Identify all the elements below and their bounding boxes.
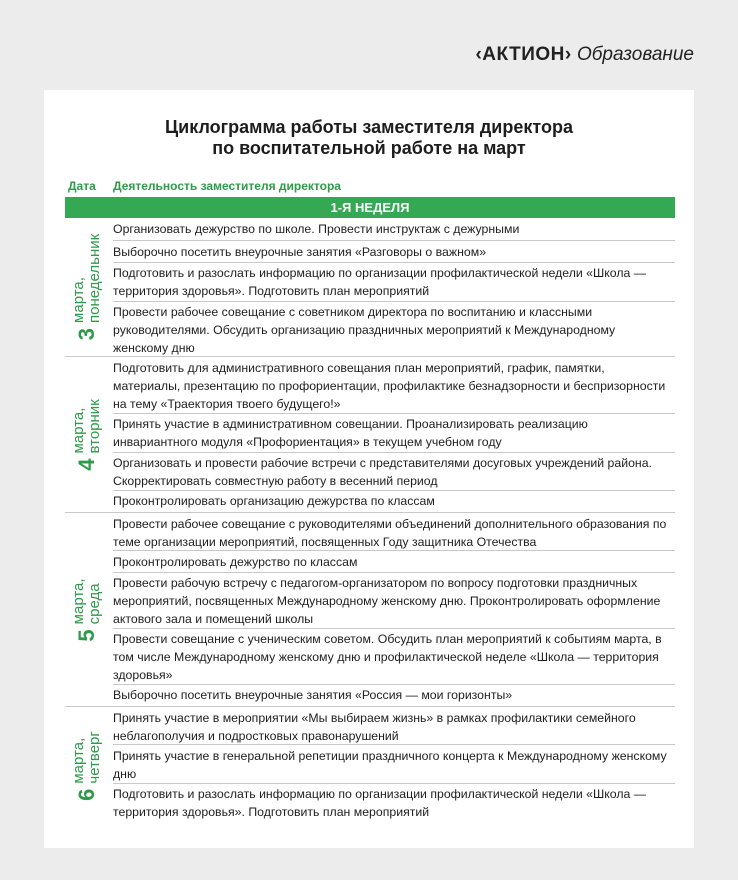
day-month: марта, <box>70 276 87 323</box>
title-line-1: Циклограмма работы заместителя директора <box>165 117 573 137</box>
day-month: марта, <box>70 737 87 784</box>
day-weekday: вторник <box>86 399 103 454</box>
task-row: Провести рабочее совещание с советником директора по воспитанию и классными руководителями. Обсудить организацию праздничных мероприятий к Международному женскому дню <box>113 305 616 355</box>
day-cell-5 <box>65 513 109 706</box>
brand-name: ‹АКТИОН› <box>475 44 572 65</box>
title-line-2: по воспитательной работе на март <box>212 138 526 158</box>
task-row: Принять участие в мероприятии «Мы выбираем жизнь» в рамках профилактики семейного неблагополучия и подростковых правонарушений <box>113 711 636 743</box>
document-card <box>44 90 694 848</box>
task-row: Провести рабочую встречу с педагогом-организатором по вопросу подготовки праздничных мероприятий, посвященных Международному женскому дню. Проконтролировать оформление актового зала и помещений школы <box>113 576 661 626</box>
task-row: Проконтролировать организацию дежурства по классам <box>113 494 435 508</box>
day-month: марта, <box>70 577 87 624</box>
task-row: Подготовить и разослать информацию по организации профилактической недели «Школа — территория здоровья». Подготовить план мероприятий <box>113 266 647 298</box>
day-number: 5 <box>74 628 99 642</box>
task-row: Выборочно посетить внеурочные занятия «Россия — мои горизонты» <box>113 688 513 702</box>
task-row: Подготовить и разослать информацию по организации профилактической недели «Школа — территория здоровья». Подготовить план мероприятий <box>113 787 647 819</box>
brand-subtitle: Образование <box>576 44 694 65</box>
column-header-activity: Деятельность заместителя директора <box>113 179 341 193</box>
day-number: 4 <box>74 458 99 471</box>
day-weekday: среда <box>86 582 103 624</box>
page-title <box>44 117 694 159</box>
task-row: Провести совещание с ученическим советом. Обсудить план мероприятий к событиям марта, в том числе Международному женскому дню и профилактической неделе «Школа — территория здоровья» <box>113 632 662 682</box>
task-row: Провести рабочее совещание с руководителями объединений дополнительного образования по теме организации мероприятий, посвященных Году защитника Отечества <box>113 517 667 549</box>
task-row: Организовать дежурство по школе. Провести инструктаж с дежурными <box>113 222 520 236</box>
day-weekday: понедельник <box>86 233 103 323</box>
task-row: Выборочно посетить внеурочные занятия «Разговоры о важном» <box>113 245 487 259</box>
task-row: Подготовить для административного совещания план мероприятий, график, памятки, материалы, презентацию по профориентации, профилактике безнадзорности и беспризорности на тему «Траектория твоего будущего!» <box>113 361 666 411</box>
brand-logo <box>475 44 694 66</box>
day-number: 6 <box>74 788 99 801</box>
task-row: Принять участие в административном совещании. Проанализировать реализацию инвариантного модуля «Профориентация» в текущем учебном году <box>113 417 588 449</box>
day-cell-3 <box>65 218 109 355</box>
task-row: Организовать и провести рабочие встречи с представителями досуговых учреждений района. Скорректировать совместную работу в весенний период <box>113 456 652 488</box>
column-header-date: Дата <box>68 179 96 193</box>
day-cell-4 <box>65 357 109 513</box>
day-number: 3 <box>74 327 99 340</box>
day-month: марта, <box>70 407 87 454</box>
day-weekday: четверг <box>86 731 103 784</box>
task-row: Проконтролировать дежурство по классам <box>113 555 358 569</box>
task-row: Принять участие в генеральной репетиции праздничного концерта к Международному женскому дню <box>113 749 667 781</box>
week-header: 1-Я НЕДЕЛЯ <box>65 197 675 218</box>
day-cell-6 <box>65 707 109 825</box>
